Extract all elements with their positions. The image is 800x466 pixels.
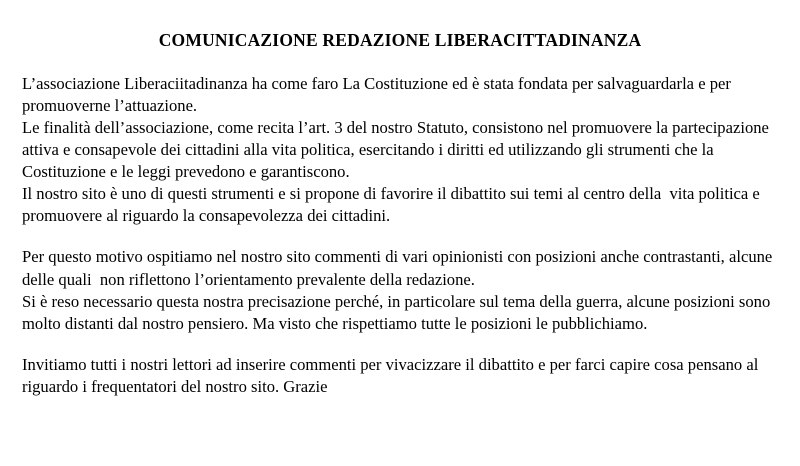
paragraph-block-1	[22, 73, 778, 227]
paragraph: Per questo motivo ospitiamo nel nostro sito commenti di vari opinionisti con posizioni anche contrastanti, alcune delle quali non riflettono l’orientamento prevalente della redazione.	[22, 247, 777, 289]
paragraph: Le finalità dell’associazione, come recita l’art. 3 del nostro Statuto, consistono nel promuovere la partecipazione attiva e consapevole dei cittadini alla vita politica, esercitando i diritti ed utilizzando gli strumenti che la Costituzione e le leggi prevedono e garantiscono.	[22, 118, 774, 182]
paragraph: Si è reso necessario questa nostra precisazione perché, in particolare sul tema della guerra, alcune posizioni sono molto distanti dal nostro pensiero. Ma visto che rispettiamo tutte le posizioni le pubblichiamo.	[22, 291, 779, 333]
paragraph: Il nostro sito è uno di questi strumenti e si propone di favorire il dibattito sui temi al centro della vita politica e promuovere al riguardo la consapevolezza dei cittadini.	[22, 184, 764, 226]
paragraph-block-2	[22, 246, 778, 334]
paragraph-block-3	[22, 354, 778, 398]
paragraph-spacer	[22, 335, 778, 354]
paragraph-spacer	[22, 227, 778, 246]
paragraph: Invitiamo tutti i nostri lettori ad inserire commenti per vivacizzare il dibattito e per farci capire cosa pensano al riguardo i frequentatori del nostro sito. Grazie	[22, 354, 763, 396]
page-title: COMUNICAZIONE REDAZIONE LIBERACITTADINANZA	[158, 30, 642, 50]
paragraph: L’associazione Liberaciitadinanza ha come faro La Costituzione ed è stata fondata per salvaguardarla e per promuoverne l’attuazione.	[22, 74, 736, 116]
